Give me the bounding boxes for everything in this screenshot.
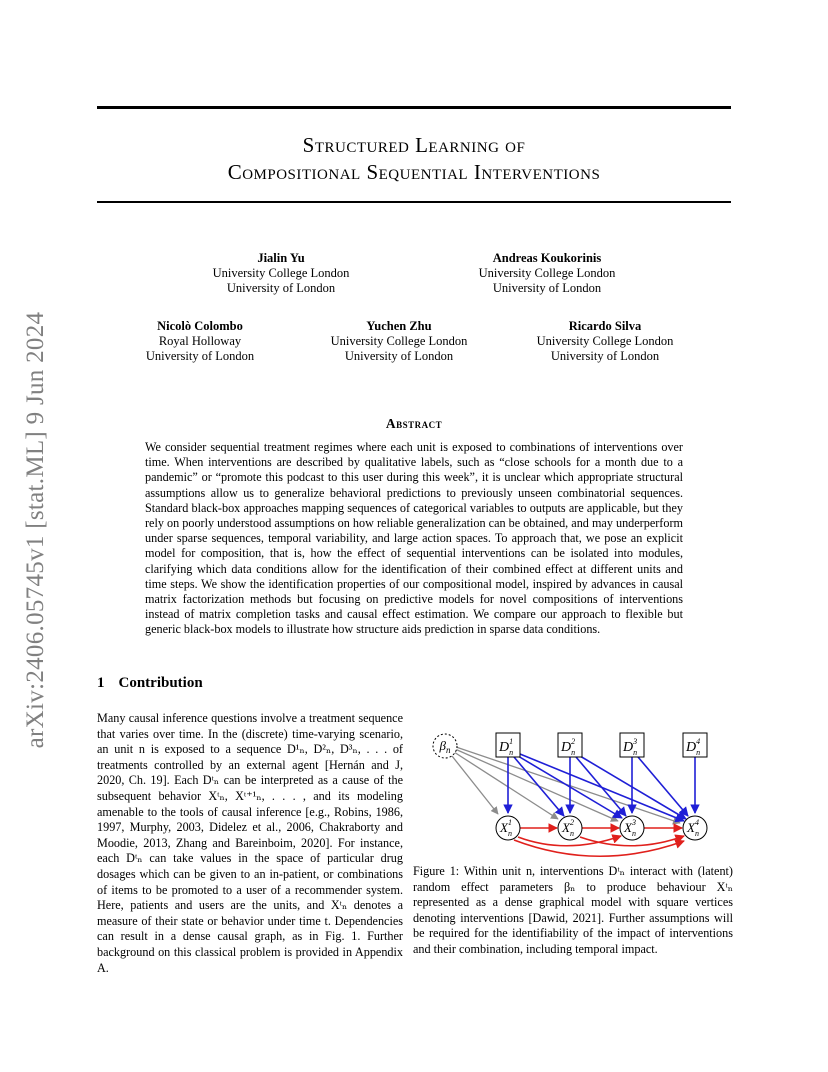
- author-name: Yuchen Zhu: [366, 319, 432, 333]
- author-block: [115, 319, 285, 364]
- edge-beta-x3: [455, 749, 618, 821]
- svg-text:X3n: $X^3$ n: [624, 818, 636, 838]
- section-number: 1: [97, 675, 105, 691]
- author-block: [447, 251, 647, 296]
- intervention-edges: [508, 754, 695, 821]
- paper-title-line-2: Compositional Sequential Interventions: [227, 160, 601, 184]
- svg-text:D4n: $D^4$ n: [685, 737, 701, 757]
- causal-graph-figure: [418, 720, 736, 860]
- author-affiliation: University College London: [536, 334, 674, 348]
- edge-d3-x4: [638, 757, 688, 816]
- author-name: Andreas Koukorinis: [492, 251, 602, 265]
- author-affiliation: University College London: [478, 266, 616, 280]
- svg-text:D2n: $D^2$ n: [560, 737, 576, 757]
- author-affiliation: University of London: [344, 349, 454, 363]
- figure-caption: Figure 1: Within unit n, interventions Dᵗₙ interact with (latent) random effect parameters βₙ to produce behaviour Xᵗₙ represented as a dense graphical model with square vertices denoting interventions [Dawid, 2021]. Further assumptions will be required for the identifiability of the impact of interventions and their combination, including temporal impact.: [413, 864, 733, 956]
- edge-d2-x3: [576, 757, 626, 816]
- intervention-node-d2: [558, 733, 582, 757]
- section-heading: [97, 675, 203, 692]
- svg-text:D3n: $D^3$ n: [622, 737, 638, 757]
- abstract-text: We consider sequential treatment regimes where each unit is exposed to combinations of interventions over time. When interventions are described by qualitative labels, such as “close schools for a month due to a pandemic” or “promote this podcast to this user during this week”, it is unclear which appropriate structural assumptions allow us to generalize behavioral predictions to previously unseen combinatorial sequences. Standard black-box approaches mapping sequences of categorical variables to outputs are applicable, but they rely on poorly understood assumptions on how reliable generalization can be obtained, and may underperform under sparse sequences, temporal variability, and large action spaces. To approach that, we pose an explicit model for composition, that is, how the effect of sequential interventions can be isolated into modules, clarifying which data conditions allow for the identification of their combined effect at different units and time steps. We show the identification properties of our compositional model, inspired by advances in causal matrix factorization methods but focusing on predictive models for novel compositions of interventions instead of matrix completion tasks and causal effect estimation. We compare our approach to flexible but generic black-box models to illustrate how structure aids prediction in sparse data conditions.: [145, 440, 683, 637]
- edge-beta-x2: [454, 752, 558, 819]
- author-affiliation: University of London: [226, 281, 336, 295]
- arxiv-identifier: arXiv:2406.05745v1 [stat.ML] 9 Jun 2024: [22, 311, 49, 749]
- author-affiliation: University of London: [550, 349, 660, 363]
- svg-text:D1n: $D^1$ n: [498, 737, 514, 757]
- author-affiliation: University of London: [145, 349, 255, 363]
- author-affiliation: University of London: [492, 281, 602, 295]
- author-affiliation: University College London: [212, 266, 350, 280]
- svg-text:X2n: $X^2$ n: [562, 818, 574, 838]
- behaviour-node-x4: [683, 816, 707, 840]
- svg-text:βn: $\beta_n$: [439, 738, 451, 755]
- intervention-node-d3: [620, 733, 644, 757]
- beta-node: [433, 734, 457, 758]
- temporal-edges: [514, 828, 684, 856]
- behaviour-node-x1: [496, 816, 520, 840]
- author-name: Jialin Yu: [257, 251, 305, 265]
- edge-d2-x4: [580, 756, 686, 819]
- body-paragraph: Many causal inference questions involve a treatment sequence that varies over time. In the (discrete) time-varying scenario, an unit n is exposed to a sequence D¹ₙ, D²ₙ, D³ₙ, . . . of treatments controlled by an external agent [Hernán and J, 2020, Ch. 19]. Each Dᵗₙ can be interpreted as a cause of the subsequent behavior Xᵗₙ, Xᵗ⁺¹ₙ, . . . , and its modeling amenable to the tools of causal inference [e.g., Robins, 1986, 1997, Murphy, 2003, Didelez et al., 2006, Chakraborty and Moodie, 2013, Zhang and Bareinboim, 2020]. For instance, each Dᵗₙ can take values in the space of particular drug dosages which can be given to an in-patient, or combinations of items to be promoted to a user of a recommender system. Here, patients and users are the units, and Xᵗₙ denotes a measure of their state or behavior under time t. Dependencies can result in a dense causal graph, as in Fig. 1. Further background on this classical problem is provided in Appendix A.: [97, 711, 403, 975]
- intervention-node-d1: [496, 733, 520, 757]
- abstract-heading: Abstract: [385, 416, 443, 431]
- author-affiliation: University College London: [330, 334, 468, 348]
- title-bottom-rule: [97, 201, 731, 203]
- svg-text:X4n: $X^4$ n: [687, 818, 699, 838]
- author-affiliation: Royal Holloway: [158, 334, 242, 348]
- author-block: [181, 251, 381, 296]
- behaviour-node-x3: [620, 816, 644, 840]
- paper-title-line-1: Structured Learning of: [302, 133, 526, 157]
- svg-text:X1n: $X^1$ n: [500, 818, 512, 838]
- section-title: Contribution: [118, 675, 203, 691]
- author-name: Nicolò Colombo: [157, 319, 243, 333]
- author-block: [518, 319, 692, 364]
- title-top-rule: [97, 106, 731, 109]
- intervention-node-d4: [683, 733, 707, 757]
- author-name: Ricardo Silva: [568, 319, 642, 333]
- author-block: [312, 319, 486, 364]
- behaviour-node-x2: [558, 816, 582, 840]
